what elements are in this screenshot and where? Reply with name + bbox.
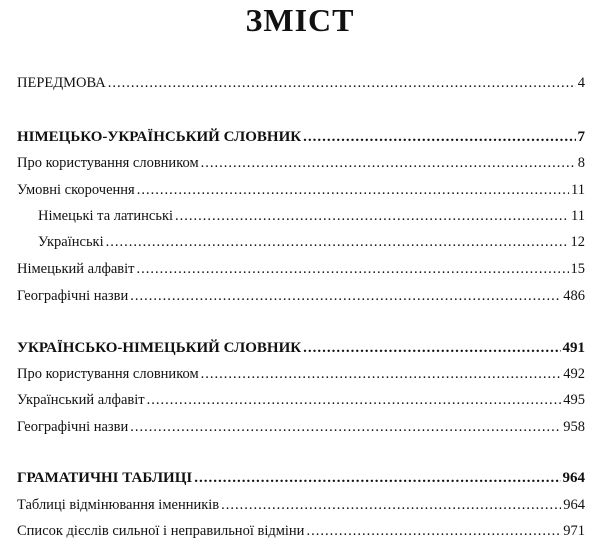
toc-entry-page: 4 (577, 75, 585, 91)
toc-section-grammar-tables[interactable] (17, 469, 585, 487)
dot-leader (201, 154, 576, 172)
page-title: ЗМІСТ (245, 2, 355, 38)
dot-leader (221, 496, 561, 514)
toc-entry-page: 12 (570, 234, 585, 250)
dot-leader (106, 233, 569, 251)
toc-entry-title: Географічні назви (17, 419, 129, 435)
toc-entry-page: 495 (563, 392, 585, 408)
toc-entry-title: УКРАЇНСЬКО-НІМЕЦЬКИЙ СЛОВНИК (17, 340, 302, 356)
toc-entry-page: 491 (562, 340, 585, 356)
toc-entry-title: Німецький алфавіт (17, 261, 135, 277)
toc-entry-noun-declension[interactable] (17, 496, 585, 514)
dot-leader (194, 469, 560, 487)
toc-entry-title: Український алфавіт (17, 392, 145, 408)
toc-entry-german-alphabet[interactable] (17, 260, 585, 278)
toc-entry-page: 11 (571, 208, 585, 224)
toc-entry-page: 8 (577, 155, 585, 171)
toc-entry-abbreviations-german-latin[interactable] (38, 207, 585, 225)
toc-entry-page: 971 (563, 523, 585, 539)
toc-entry-title: Про користування словником (17, 155, 199, 171)
toc-entry-title: Українські (38, 234, 104, 250)
toc-entry-strong-irregular-verbs[interactable] (17, 522, 585, 540)
toc-entry-geographic-names-1[interactable] (17, 287, 585, 305)
toc-entry-title: Таблиці відмінювання іменників (17, 497, 220, 513)
toc-entry-abbreviations[interactable] (17, 181, 585, 199)
toc-entry-title: Список дієслів сильної і неправильної відміни (17, 523, 305, 539)
dot-leader (137, 260, 569, 278)
toc-entry-page: 964 (562, 470, 585, 486)
dot-leader (303, 339, 560, 357)
toc-entry-usage-2[interactable] (17, 365, 585, 383)
toc-entry-page: 15 (570, 261, 585, 277)
dot-leader (137, 181, 569, 199)
dot-leader (130, 418, 561, 436)
dot-leader (108, 74, 576, 92)
toc-entry-page: 964 (563, 497, 585, 513)
toc-entry-geographic-names-2[interactable] (17, 418, 585, 436)
dot-leader (303, 128, 575, 146)
toc-entry-page: 486 (563, 288, 585, 304)
dot-leader (130, 287, 561, 305)
toc-entry-preface[interactable] (17, 74, 585, 92)
toc-entry-title: Про користування словником (17, 366, 199, 382)
toc-entry-title: НІМЕЦЬКО-УКРАЇНСЬКИЙ СЛОВНИК (17, 129, 302, 145)
dot-leader (147, 391, 562, 409)
dot-leader (306, 522, 561, 540)
dot-leader (201, 365, 562, 383)
toc-entry-title: ПЕРЕДМОВА (17, 75, 106, 91)
toc-entry-usage[interactable] (17, 154, 585, 172)
toc-section-ukrainian-german[interactable] (17, 339, 585, 357)
toc-entry-page: 492 (563, 366, 585, 382)
toc-entry-page: 958 (563, 419, 585, 435)
toc-entry-title: Німецькі та латинські (38, 208, 174, 224)
toc-entry-title: Географічні назви (17, 288, 129, 304)
toc-entry-ukrainian-alphabet[interactable] (17, 391, 585, 409)
dot-leader (175, 207, 569, 225)
toc-entry-abbreviations-ukrainian[interactable] (38, 233, 585, 251)
toc-entry-title: ГРАМАТИЧНІ ТАБЛИЦІ (17, 470, 193, 486)
toc-entry-page: 11 (571, 182, 585, 198)
toc-entry-title: Умовні скорочення (17, 182, 135, 198)
toc-section-german-ukrainian[interactable] (17, 128, 585, 146)
toc-entry-page: 7 (577, 129, 585, 145)
